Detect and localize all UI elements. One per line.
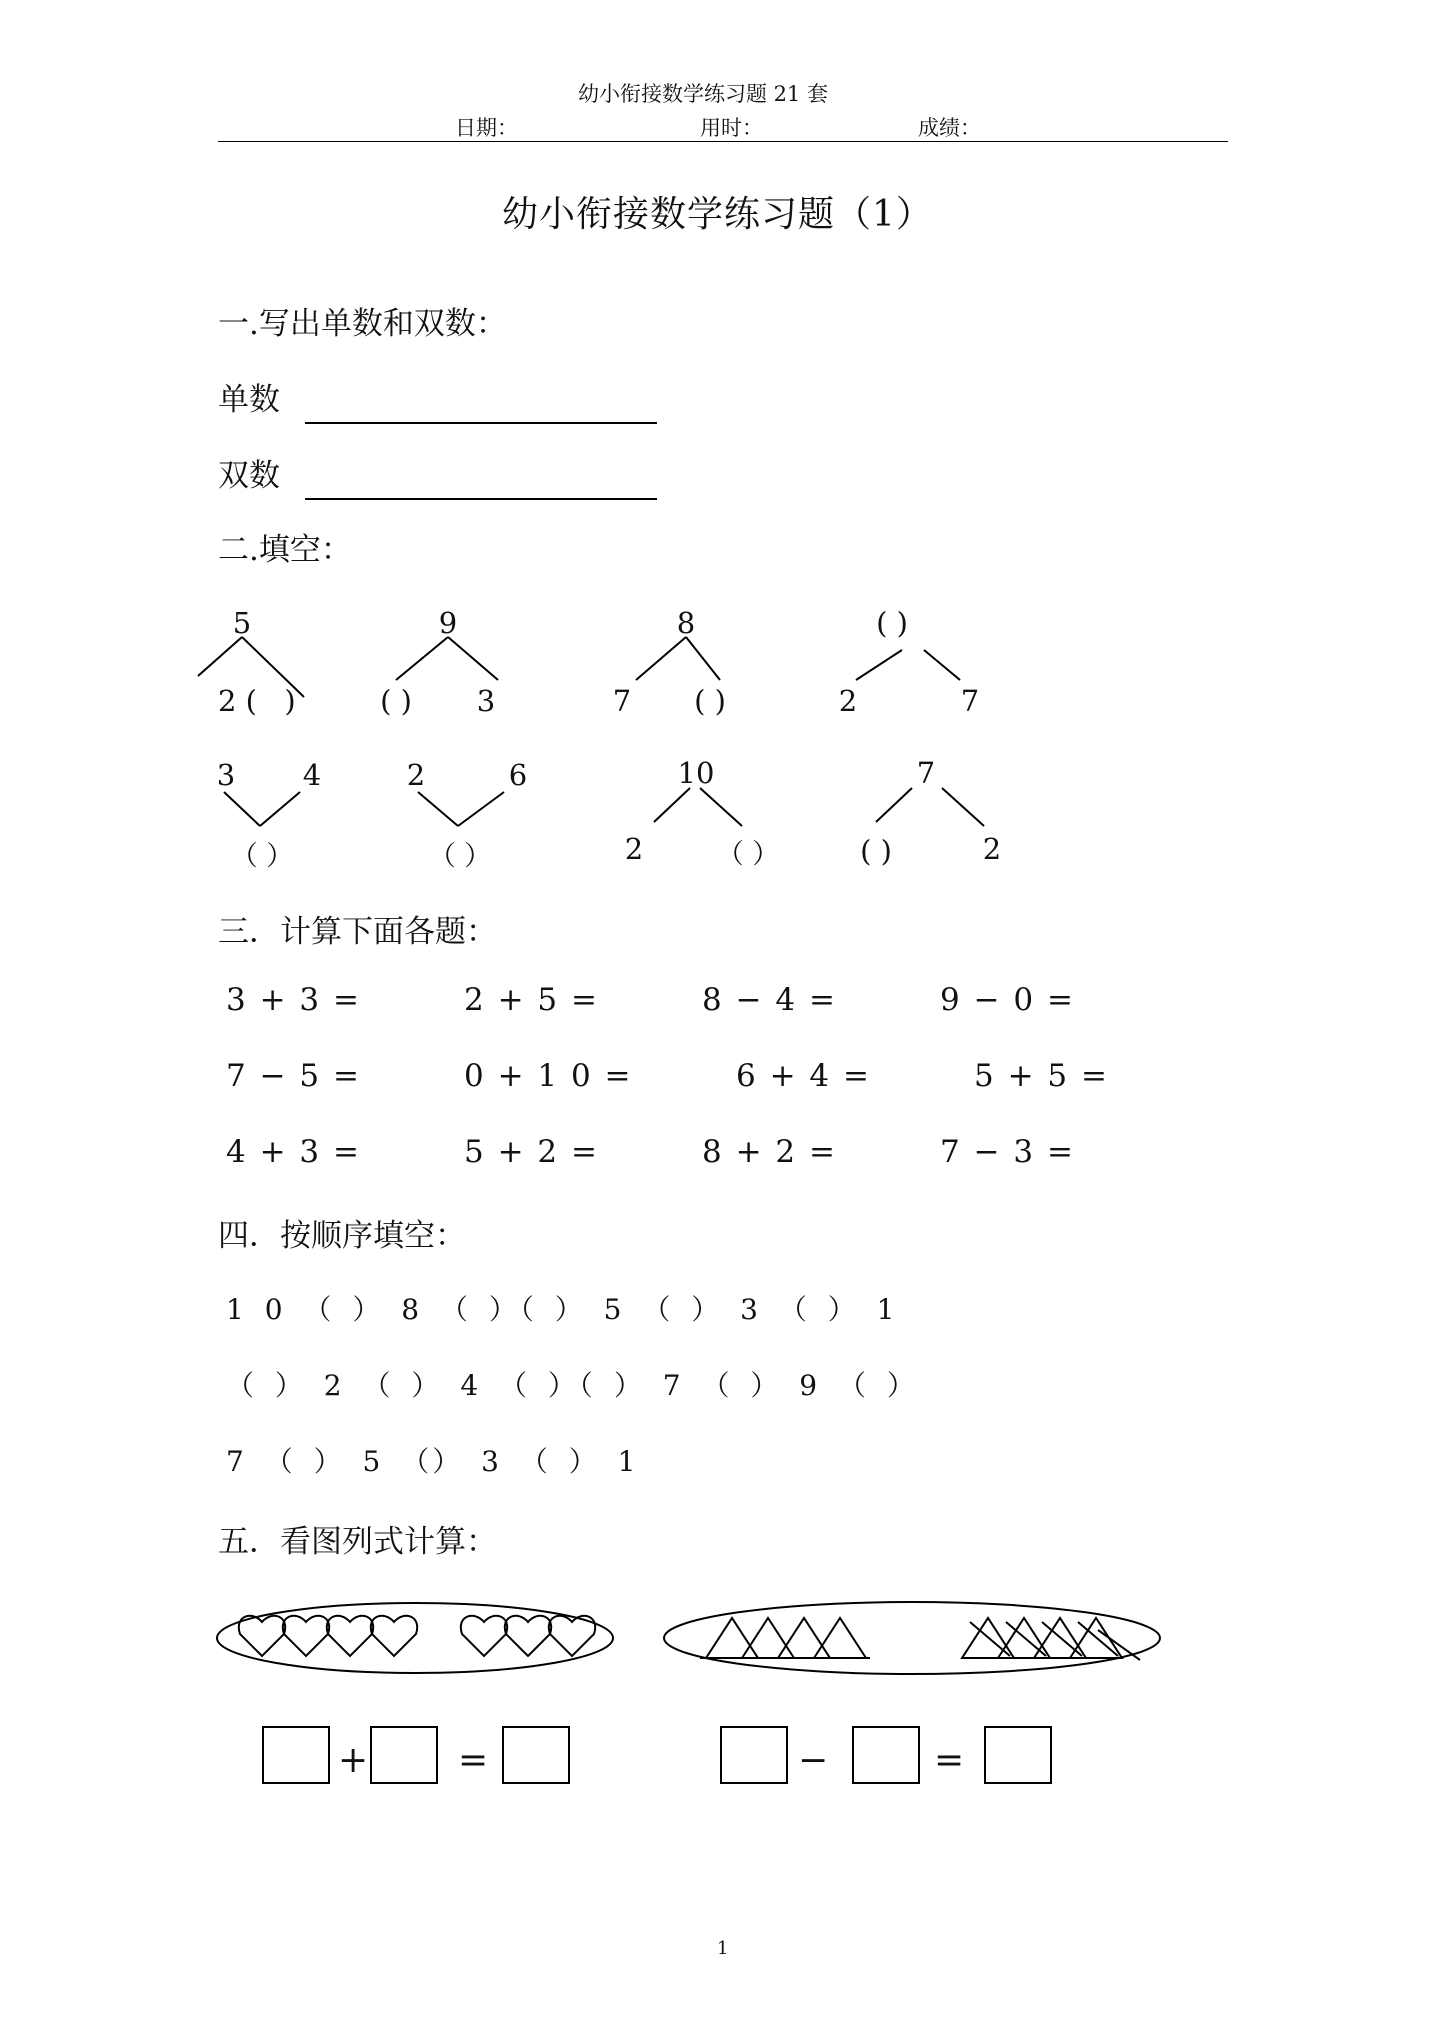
equals-left: = bbox=[458, 1740, 489, 1781]
calc-12: 7 − 3 = bbox=[940, 1134, 1075, 1170]
bond2-left: ( ) bbox=[380, 684, 412, 718]
calc-9: 4 + 3 = bbox=[226, 1134, 361, 1170]
bond7-right: （ ） bbox=[716, 839, 780, 870]
calc-11: 8 + 2 = bbox=[702, 1134, 837, 1170]
page-title: 幼小衔接数学练习题（1） bbox=[502, 194, 933, 235]
answer-box-6[interactable] bbox=[984, 1726, 1052, 1784]
answer-box-4[interactable] bbox=[720, 1726, 788, 1784]
calc-5: 7 − 5 = bbox=[226, 1058, 361, 1094]
hearts-group-a bbox=[239, 1616, 417, 1656]
bond3-top: 8 bbox=[676, 606, 696, 640]
triangles-oval bbox=[664, 1602, 1160, 1674]
bond4-left: 2 bbox=[838, 684, 858, 718]
calc-7: 6 + 4 = bbox=[736, 1058, 871, 1094]
calc-2: 2 + 5 = bbox=[464, 982, 599, 1018]
bond1-right: ) bbox=[284, 684, 296, 718]
bond4-top: ( ) bbox=[876, 606, 908, 640]
calc-6: 0 + 1 0 = bbox=[464, 1058, 633, 1094]
bond2-top: 9 bbox=[438, 606, 458, 640]
answer-box-5[interactable] bbox=[852, 1726, 920, 1784]
series-title: 幼小衔接数学练习题 21 套 bbox=[578, 82, 829, 106]
minus-operator: − bbox=[798, 1740, 829, 1781]
sequence-row-2: （ ） 2 （ ） 4 （ ）（ ） 7 （ ） 9 （ ） bbox=[226, 1369, 918, 1402]
section2-heading: 二.填空： bbox=[218, 532, 352, 568]
bond6-right: 6 bbox=[508, 758, 528, 792]
bond2-right: 3 bbox=[476, 684, 496, 718]
calc-8: 5 + 5 = bbox=[974, 1058, 1109, 1094]
answer-box-3[interactable] bbox=[502, 1726, 570, 1784]
sequence-row-1: 1 0 （ ） 8 （ ）（ ） 5 （ ） 3 （ ） 1 bbox=[226, 1293, 898, 1326]
sequence-row-3: 7 （ ） 5 （） 3 （ ） 1 bbox=[226, 1445, 639, 1478]
bond3-right: ( ) bbox=[694, 684, 726, 718]
bond1-top: 5 bbox=[232, 606, 252, 640]
bond6-bottom: （ ） bbox=[428, 841, 492, 872]
answer-box-2[interactable] bbox=[370, 1726, 438, 1784]
crossed-triangles-group bbox=[962, 1618, 1140, 1660]
equals-right: = bbox=[934, 1740, 965, 1781]
calc-3: 8 − 4 = bbox=[702, 982, 837, 1018]
bond1-left: 2 ( bbox=[218, 684, 257, 718]
hearts-group-b bbox=[461, 1616, 595, 1656]
bond7-left: 2 bbox=[624, 832, 644, 866]
bond5-right: 4 bbox=[302, 758, 322, 792]
calc-1: 3 + 3 = bbox=[226, 982, 361, 1018]
bond6-left: 2 bbox=[406, 758, 426, 792]
bond5-bottom: （ ） bbox=[230, 841, 294, 872]
date-label: 日期： bbox=[455, 116, 518, 140]
bond8-left: ( ) bbox=[860, 834, 892, 868]
bond3-left: 7 bbox=[612, 684, 632, 718]
time-label: 用时： bbox=[700, 116, 763, 140]
bond7-top: 10 bbox=[677, 756, 715, 790]
section4-heading: 四．按顺序填空： bbox=[218, 1218, 466, 1254]
calc-4: 9 − 0 = bbox=[940, 982, 1075, 1018]
even-label: 双数 bbox=[218, 458, 280, 494]
section5-heading: 五．看图列式计算： bbox=[218, 1524, 497, 1560]
bond5-left: 3 bbox=[216, 758, 236, 792]
triangles-group bbox=[700, 1618, 870, 1658]
bond8-right: 2 bbox=[982, 832, 1002, 866]
calc-10: 5 + 2 = bbox=[464, 1134, 599, 1170]
odd-label: 单数 bbox=[218, 382, 280, 418]
section3-heading: 三．计算下面各题： bbox=[218, 914, 497, 950]
plus-operator: + bbox=[338, 1740, 369, 1781]
score-label: 成绩： bbox=[918, 116, 981, 140]
answer-box-1[interactable] bbox=[262, 1726, 330, 1784]
bond8-top: 7 bbox=[916, 756, 936, 790]
bond4-right: 7 bbox=[960, 684, 980, 718]
section1-heading: 一.写出单数和双数： bbox=[218, 306, 507, 342]
page-number: 1 bbox=[717, 1938, 729, 1959]
